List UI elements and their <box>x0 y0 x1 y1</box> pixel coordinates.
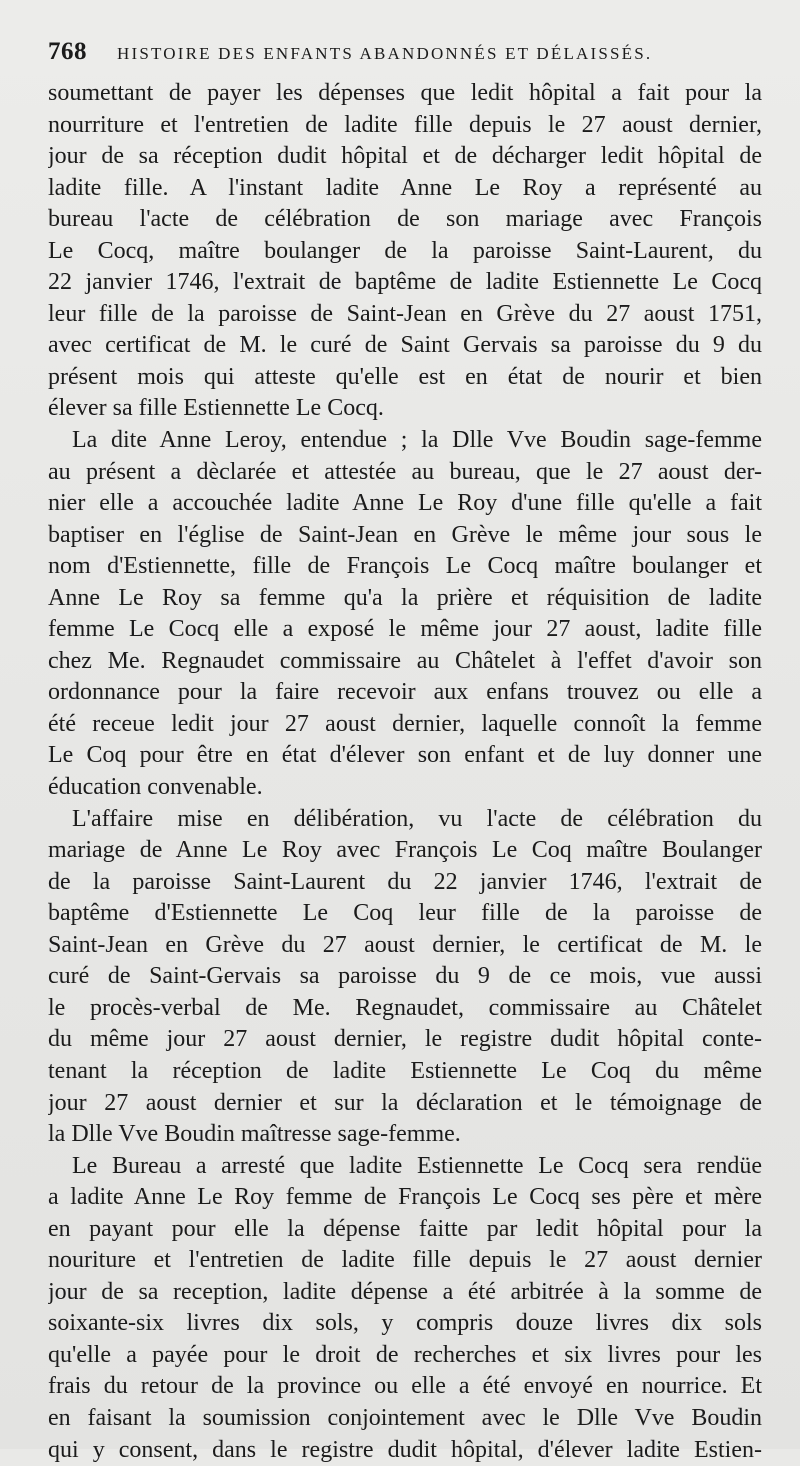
text-line: baptême d'Estiennette Le Coq leur fille de la paroisse de <box>48 900 762 927</box>
running-title: HISTOIRE DES ENFANTS ABANDONNÉS ET DÉLAISSÉS. <box>117 44 653 63</box>
text-line: ladite fille. A l'instant ladite Anne Le Roy a représenté au <box>48 174 762 201</box>
text-line: mariage de Anne Le Roy avec François Le Coq maître Boulanger <box>48 837 762 864</box>
text-line: avec certificat de M. le curé de Saint Gervais sa paroisse du 9 du <box>48 332 762 359</box>
text-line: Le Coq pour être en état d'élever son enfant et de luy donner une <box>48 742 762 769</box>
text-line: baptiser en l'église de Saint-Jean en Grève le même jour sous le <box>48 521 762 548</box>
text-line: présent mois qui atteste qu'elle est en état de nourir et bien <box>48 363 762 390</box>
text-line: été receue ledit jour 27 aoust dernier, laquelle connoît la femme <box>48 710 762 737</box>
text-line: au présent a dèclarée et attestée au bureau, que le 27 aoust der- <box>48 458 762 485</box>
text-line: nouriture et l'entretien de ladite fille depuis le 27 aoust dernier <box>48 1247 762 1274</box>
text-line: jour 27 aoust dernier et sur la déclaration et le témoignage de <box>48 1089 762 1116</box>
text-line: leur fille de la paroisse de Saint-Jean en Grève du 27 aoust 1751, <box>48 300 762 327</box>
text-line: Anne Le Roy sa femme qu'a la prière et réquisition de ladite <box>48 584 762 611</box>
text-line: le procès-verbal de Me. Regnaudet, commissaire au Châtelet <box>48 994 762 1021</box>
body-text <box>48 78 762 1466</box>
text-line: a ladite Anne Le Roy femme de François Le Cocq ses père et mère <box>48 1184 762 1211</box>
text-line: qui y consent, dans le registre dudit hôpital, d'élever ladite Estien- <box>48 1436 762 1463</box>
text-line: frais du retour de la province ou elle a été envoyé en nourrice. Et <box>48 1373 762 1400</box>
text-line: curé de Saint-Gervais sa paroisse du 9 de ce mois, vue aussi <box>48 963 762 990</box>
text-line: ordonnance pour la faire recevoir aux enfans trouvez ou elle a <box>48 679 762 706</box>
page-number: 768 <box>48 38 87 65</box>
text-line: tenant la réception de ladite Estiennette Le Coq du même <box>48 1057 762 1084</box>
paragraph-start-line: L'affaire mise en délibération, vu l'acte de célébration du <box>72 805 762 832</box>
text-line: en faisant la soumission conjointement avec le Dlle Vve Boudin <box>48 1404 762 1431</box>
text-line: soixante-six livres dix sols, y compris douze livres dix sols <box>48 1310 762 1337</box>
text-line: la Dlle Vve Boudin maîtresse sage-femme. <box>48 1121 461 1148</box>
text-line: nourriture et l'entretien de ladite fille depuis le 27 aoust dernier, <box>48 111 762 138</box>
text-line: en payant pour elle la dépense faitte par ledit hôpital pour la <box>48 1215 762 1242</box>
text-line: de la paroisse Saint-Laurent du 22 janvier 1746, l'extrait de <box>48 868 762 895</box>
paragraph-start-line: La dite Anne Leroy, entendue ; la Dlle Vve Boudin sage-femme <box>72 427 762 454</box>
text-line: nom d'Estiennette, fille de François Le Cocq maître boulanger et <box>48 553 762 580</box>
text-line: éducation convenable. <box>48 774 263 801</box>
text-line: élever sa fille Estiennette Le Cocq. <box>48 395 384 422</box>
paragraph-start-line: Le Bureau a arresté que ladite Estiennette Le Cocq sera rendüe <box>72 1152 762 1179</box>
text-line: bureau l'acte de célébration de son mariage avec François <box>48 206 762 233</box>
text-line: nier elle a accouchée ladite Anne Le Roy d'une fille qu'elle a fait <box>48 490 762 517</box>
text-line: soumettant de payer les dépenses que ledit hôpital a fait pour la <box>48 80 762 106</box>
text-line: jour de sa réception dudit hôpital et de décharger ledit hôpital de <box>48 143 762 170</box>
text-line: du même jour 27 aoust dernier, le registre dudit hôpital conte- <box>48 1026 762 1053</box>
text-line: femme Le Cocq elle a exposé le même jour 27 aoust, ladite fille <box>48 616 762 643</box>
text-line: chez Me. Regnaudet commissaire au Châtelet à l'effet d'avoir son <box>48 647 762 674</box>
text-line: Saint-Jean en Grève du 27 aoust dernier, le certificat de M. le <box>48 931 762 958</box>
text-line: jour de sa reception, ladite dépense a été arbitrée à la somme de <box>48 1278 762 1305</box>
text-line: 22 janvier 1746, l'extrait de baptême de ladite Estiennette Le Cocq <box>48 269 762 296</box>
text-line: Le Cocq, maître boulanger de la paroisse Saint-Laurent, du <box>48 237 762 264</box>
page-header <box>48 38 748 68</box>
text-line: qu'elle a payée pour le droit de recherches et six livres pour les <box>48 1341 762 1368</box>
